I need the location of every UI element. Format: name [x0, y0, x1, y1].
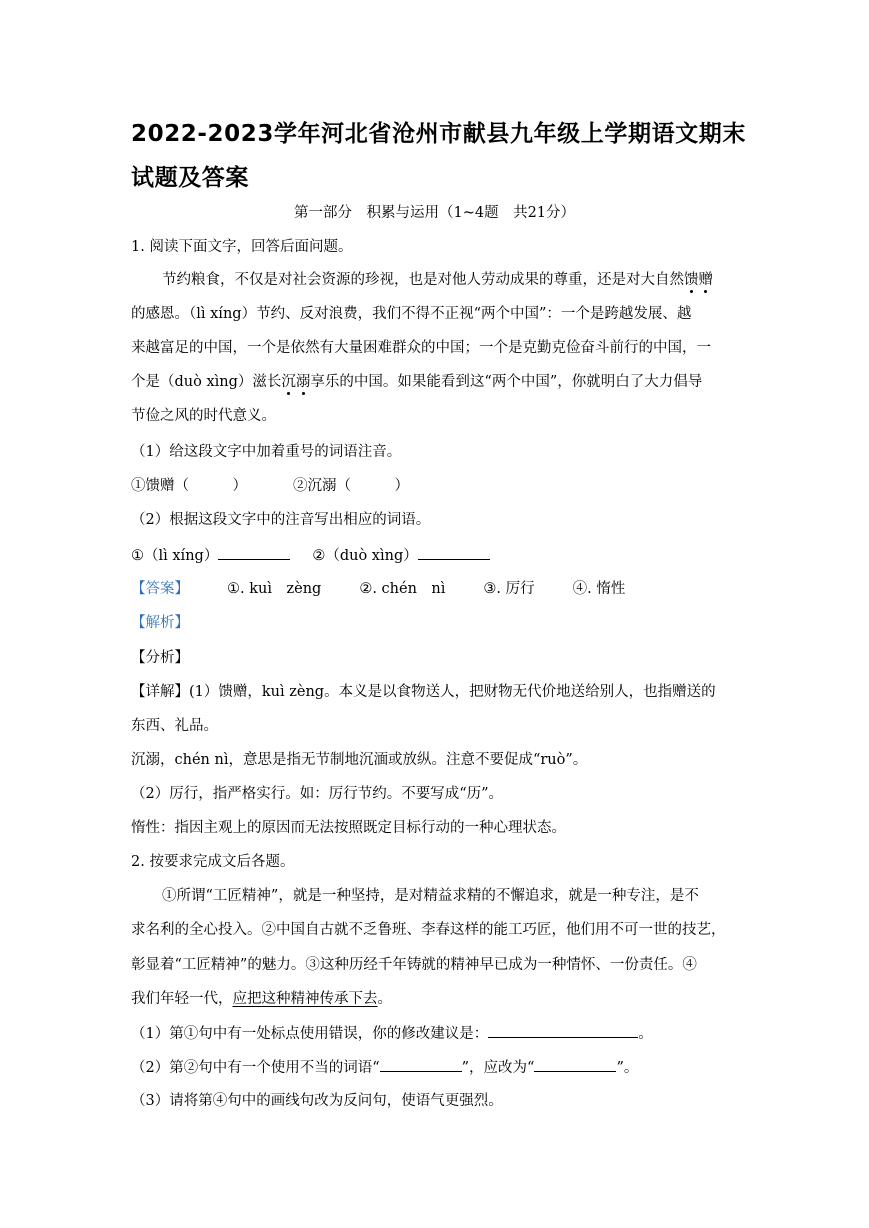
q1-passage-line-2: 的感恩。（lì xíng）节约、反对浪费，我们不得不正视“两个中国”：一个是跨越发展、越 — [131, 306, 692, 322]
q1-sub1-items: ①馈赠（ ） ②沉溺（ ） — [131, 478, 409, 494]
answer-blank[interactable] — [418, 545, 490, 560]
q1-sub2: （2）根据这段文字中的注音写出相应的词语。 — [131, 512, 431, 528]
detail-line-1: 【详解】(1）馈赠，kuì zèng。本义是以食物送人，把财物无代价地送给别人，也指赠送的 — [131, 684, 716, 700]
detail-line-4: （2）厉行，指严格实行。如：厉行节约。不要写成“历”。 — [131, 786, 504, 802]
q2-passage-line-2: 求名利的全心投入。②中国自古就不乏鲁班、李春这样的能工巧匠，他们用不可一世的技艺， — [131, 922, 726, 938]
q1-stem: 1. 阅读下面文字，回答后面问题。 — [131, 239, 353, 255]
emphasis-char: 赠 — [698, 272, 713, 288]
q2-passage-line-3: 彰显着“工匠精神”的魅力。③这种历经千年铸就的精神早已成为一种情怀、一份责任。④ — [131, 957, 697, 973]
detail-line-2: 东西、礼品。 — [131, 718, 218, 734]
detail-line-3: 沉溺，chén nì，意思是指无节制地沉湎或放纵。注意不要促成“ruò”。 — [131, 752, 588, 768]
q2-sub2: （2）第②句中有一个使用不当的词语“ ”，应改为“ ”。 — [131, 1057, 638, 1078]
q1-answer-row: 【答案】 ①. kuì zèng ②. chén nì ③. 厉行 ④. 惰性 — [131, 581, 626, 597]
underlined-sentence: 应把这种精神传承下去 — [232, 991, 378, 1007]
answer-blank[interactable] — [534, 1057, 616, 1072]
answer-label: 【答案】 — [131, 581, 189, 597]
q1-passage-line-3: 来越富足的中国，一个是依然有大量困难群众的中国；一个是克勤克俭奋斗前行的中国，一 — [131, 340, 711, 356]
answer-blank[interactable] — [218, 545, 290, 560]
q2-sub1: （1）第①句中有一处标点使用错误，你的修改建议是： 。 — [131, 1023, 653, 1044]
emphasis-char: 溺 — [295, 374, 311, 390]
analysis-label: 【解析】 — [131, 615, 189, 631]
emphasis-char: 馈 — [684, 272, 699, 288]
document-title: 2022-2023学年河北省沧州市献县九年级上学期语文期末试题及答案 — [131, 121, 746, 191]
q2-stem: 2. 按要求完成文后各题。 — [131, 854, 295, 870]
q2-sub3: （3）请将第④句中的画线句改为反问句，使语气更强烈。 — [131, 1093, 503, 1109]
fenxi-label: 【分析】 — [131, 650, 189, 666]
part-heading: 第一部分 积累与运用（1~4题 共21分） — [293, 205, 576, 221]
q1-passage-line-5: 节俭之风的时代意义。 — [131, 408, 276, 424]
q1-sub1: （1）给这段文字中加着重号的词语注音。 — [131, 444, 402, 460]
q1-passage-line-1: 节约粮食，不仅是对社会资源的珍视，也是对他人劳动成果的尊重，还是对大自然馈赠 — [162, 272, 713, 288]
answer-blank[interactable] — [488, 1023, 638, 1038]
q1-passage-line-4: 个是（duò xìng）滋长沉溺享乐的中国。如果能看到这“两个中国”，你就明白了大力倡导 — [131, 374, 703, 390]
q1-sub2-items: ①（lì xíng） ②（duò xìng） — [131, 545, 490, 566]
q2-passage-line-4: 我们年轻一代，应把这种精神传承下去。 — [131, 991, 392, 1007]
answer-blank[interactable] — [380, 1057, 462, 1072]
detail-line-5: 惰性：指因主观上的原因而无法按照既定目标行动的一种心理状态。 — [131, 820, 566, 836]
emphasis-char: 沉 — [281, 374, 296, 390]
q2-passage-line-1: ①所谓“工匠精神”，就是一种坚持，是对精益求精的不懈追求，就是一种专注，是不 — [162, 888, 699, 904]
